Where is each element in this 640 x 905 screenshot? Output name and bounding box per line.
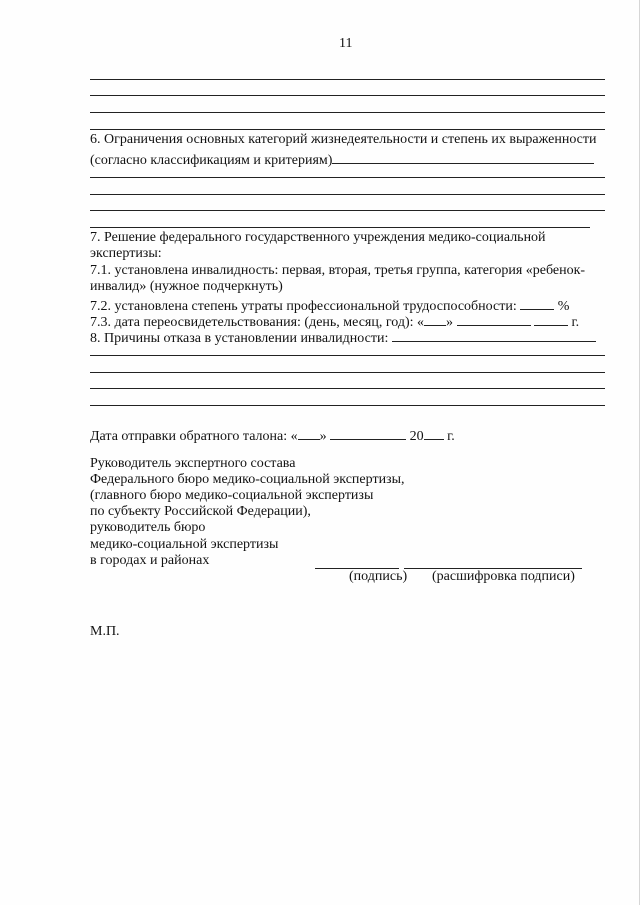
signatory-line: (главного бюро медико-социальной экспертизы: [90, 488, 374, 503]
signatory-line: медико-социальной экспертизы: [90, 537, 279, 552]
blank-line: [90, 129, 605, 130]
return-slip-date: [90, 425, 455, 445]
section8-text: 8. Причины отказа в установлении инвалидности:: [90, 331, 389, 346]
return-slip-text: Дата отправки обратного талона: «: [90, 429, 298, 444]
signatory-line: Руководитель экспертного состава: [90, 456, 296, 471]
section8-heading: [90, 327, 596, 347]
blank-line: [90, 95, 605, 96]
day-fill-line: [424, 311, 446, 326]
blank-line: [90, 194, 605, 195]
signatory-line: руководитель бюро: [90, 520, 206, 535]
item-7-1-cont: инвалид» (нужное подчеркнуть): [90, 279, 283, 294]
year-suffix: г.: [571, 315, 580, 330]
year-fill-line: [424, 425, 444, 440]
item-7-3-text: 7.3. дата переосвидетельствования: (день, месяц, год): «: [90, 315, 425, 330]
signatory-line: Федерального бюро медико-социальной экспертизы,: [90, 472, 405, 487]
signature-decoding-caption: (расшифровка подписи): [432, 569, 575, 584]
year-fill-line: [534, 311, 568, 326]
section7-heading-cont: экспертизы:: [90, 246, 162, 261]
blank-line: [90, 372, 605, 373]
signatory-line: в городах и районах: [90, 553, 210, 568]
blank-line: [90, 388, 605, 389]
percent-fill-line: [520, 295, 554, 310]
item-7-2-text: 7.2. установлена степень утраты профессиональной трудоспособности:: [90, 299, 517, 314]
seal-label: М.П.: [90, 624, 120, 639]
blank-line: [90, 355, 605, 356]
month-fill-line: [457, 311, 531, 326]
day-fill-line: [298, 425, 320, 440]
blank-line: [90, 405, 605, 406]
refusal-fill-line: [392, 327, 596, 342]
blank-line: [90, 112, 605, 113]
item-7-1: 7.1. установлена инвалидность: первая, вторая, третья группа, категория «ребенок-: [90, 263, 586, 278]
year-prefix: 20: [409, 429, 424, 444]
page-number: 11: [339, 36, 353, 51]
blank-line: [90, 177, 605, 178]
year-suffix: г.: [447, 429, 455, 444]
criteria-fill-line: [332, 149, 594, 164]
section6-criteria-text: (согласно классификациям и критериям): [90, 153, 333, 168]
blank-line: [90, 210, 605, 211]
blank-line: [90, 79, 605, 80]
blank-line: [90, 227, 590, 228]
month-fill-line: [330, 425, 406, 440]
signature-caption: (подпись): [349, 569, 408, 584]
quote-close: »: [446, 315, 454, 330]
section6-heading: 6. Ограничения основных категорий жизнедеятельности и степень их выраженности: [90, 132, 597, 147]
section7-heading: 7. Решение федерального государственного учреждения медико-социальной: [90, 230, 546, 245]
signatory-line: по субъекту Российской Федерации),: [90, 504, 311, 519]
quote-close: »: [319, 429, 327, 444]
section6-criteria-line: [90, 149, 594, 169]
percent-sign: %: [557, 299, 570, 314]
